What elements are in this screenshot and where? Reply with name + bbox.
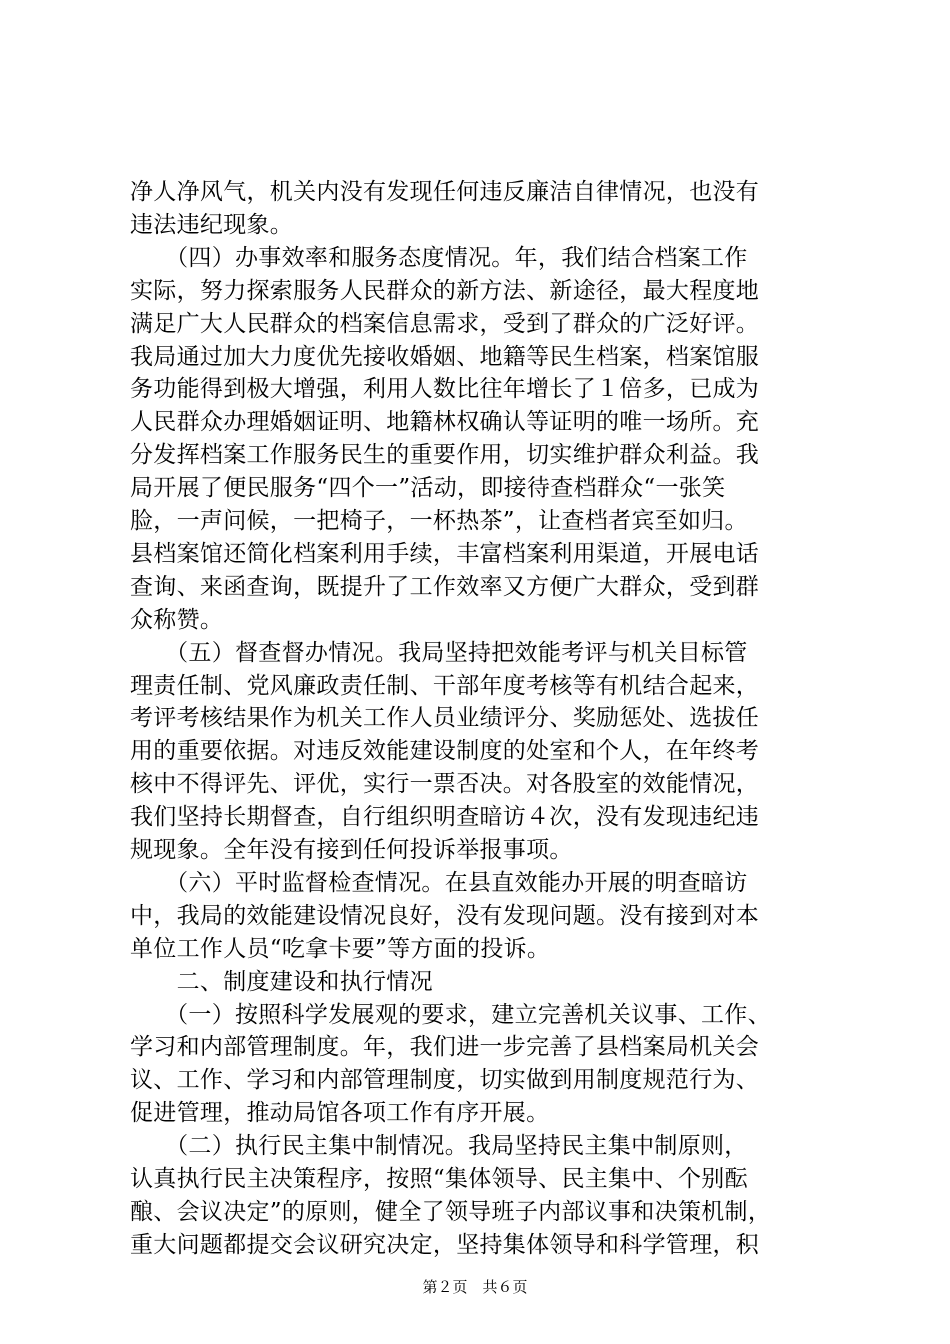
text-line: （二）执行民主集中制情况。我局坚持民主集中制原则， [130, 1133, 748, 1160]
text-line: 规现象。全年没有接到任何投诉举报事项。 [130, 837, 573, 863]
text-line: 核中不得评先、评优，实行一票否决。对各股室的效能情况， [130, 771, 760, 798]
page-footer: 第２页 共６页 [422, 1278, 528, 1296]
text-line: 查询、来函查询，既提升了工作效率又方便广大群众，受到群 [130, 573, 760, 600]
text-line: （五）督查督办情况。我局坚持把效能考评与机关目标管 [130, 639, 748, 666]
text-line: 分发挥档案工作服务民生的重要作用，切实维护群众利益。我 [130, 442, 760, 469]
text-line: 我局通过加大力度优先接收婚姻、地籍等民生档案，档案馆服 [130, 343, 760, 370]
text-line: 实际，努力探索服务人民群众的新方法、新途径，最大程度地 [130, 277, 760, 304]
text-line: 务功能得到极大增强，利用人数比往年增长了１倍多，已成为 [130, 376, 760, 403]
text-line: 局开展了便民服务“四个一”活动，即接待查档群众“一张笑 [130, 475, 726, 502]
text-line: 考评考核结果作为机关工作人员业绩评分、奖励惩处、选拔任 [130, 705, 760, 732]
text-line: 中，我局的效能建设情况良好，没有发现问题。没有接到对本 [130, 902, 760, 929]
text-line: 人民群众办理婚姻证明、地籍林权确认等证明的唯一场所。充 [130, 409, 760, 436]
text-line: 县档案馆还简化档案利用手续，丰富档案利用渠道，开展电话 [130, 540, 760, 567]
text-line: （一）按照科学发展观的要求，建立完善机关议事、工作、 [130, 1001, 771, 1028]
text-line: 学习和内部管理制度。年，我们进一步完善了县档案局机关会 [130, 1034, 760, 1061]
text-line: 净人净风气，机关内没有发现任何违反廉洁自律情况，也没有 [130, 179, 760, 205]
text-line: 认真执行民主决策程序，按照“集体领导、民主集中、个别酝 [130, 1166, 748, 1192]
text-line: 脸，一声问候，一把椅子，一杯热茶”，让查档者宾至如归。 [130, 508, 748, 534]
text-line: 满足广大人民群众的档案信息需求，受到了群众的广泛好评。 [130, 310, 760, 337]
text-line: 我们坚持长期督查，自行组织明查暗访４次，没有发现违纪违 [130, 804, 760, 831]
text-line: （四）办事效率和服务态度情况。年，我们结合档案工作 [130, 244, 748, 271]
text-line: 议、工作、学习和内部管理制度，切实做到用制度规范行为、 [130, 1067, 760, 1094]
text-line: 单位工作人员“吃拿卡要”等方面的投诉。 [130, 935, 551, 962]
text-line: 违法违纪现象。 [130, 211, 294, 238]
text-line: 二、制度建设和执行情况 [130, 968, 433, 995]
text-line: 众称赞。 [130, 606, 224, 633]
text-line: 酿、会议决定”的原则，健全了领导班子内部议事和决策机制， [130, 1198, 772, 1225]
text-line: 促进管理，推动局馆各项工作有序开展。 [130, 1100, 550, 1127]
text-line: （六）平时监督检查情况。在县直效能办开展的明查暗访 [130, 869, 748, 896]
text-line: 重大问题都提交会议研究决定，坚持集体领导和科学管理，积 [130, 1231, 760, 1258]
text-line: 用的重要依据。对违反效能建设制度的处室和个人，在年终考 [130, 738, 760, 765]
text-line: 理责任制、党风廉政责任制、干部年度考核等有机结合起来， [130, 672, 760, 699]
